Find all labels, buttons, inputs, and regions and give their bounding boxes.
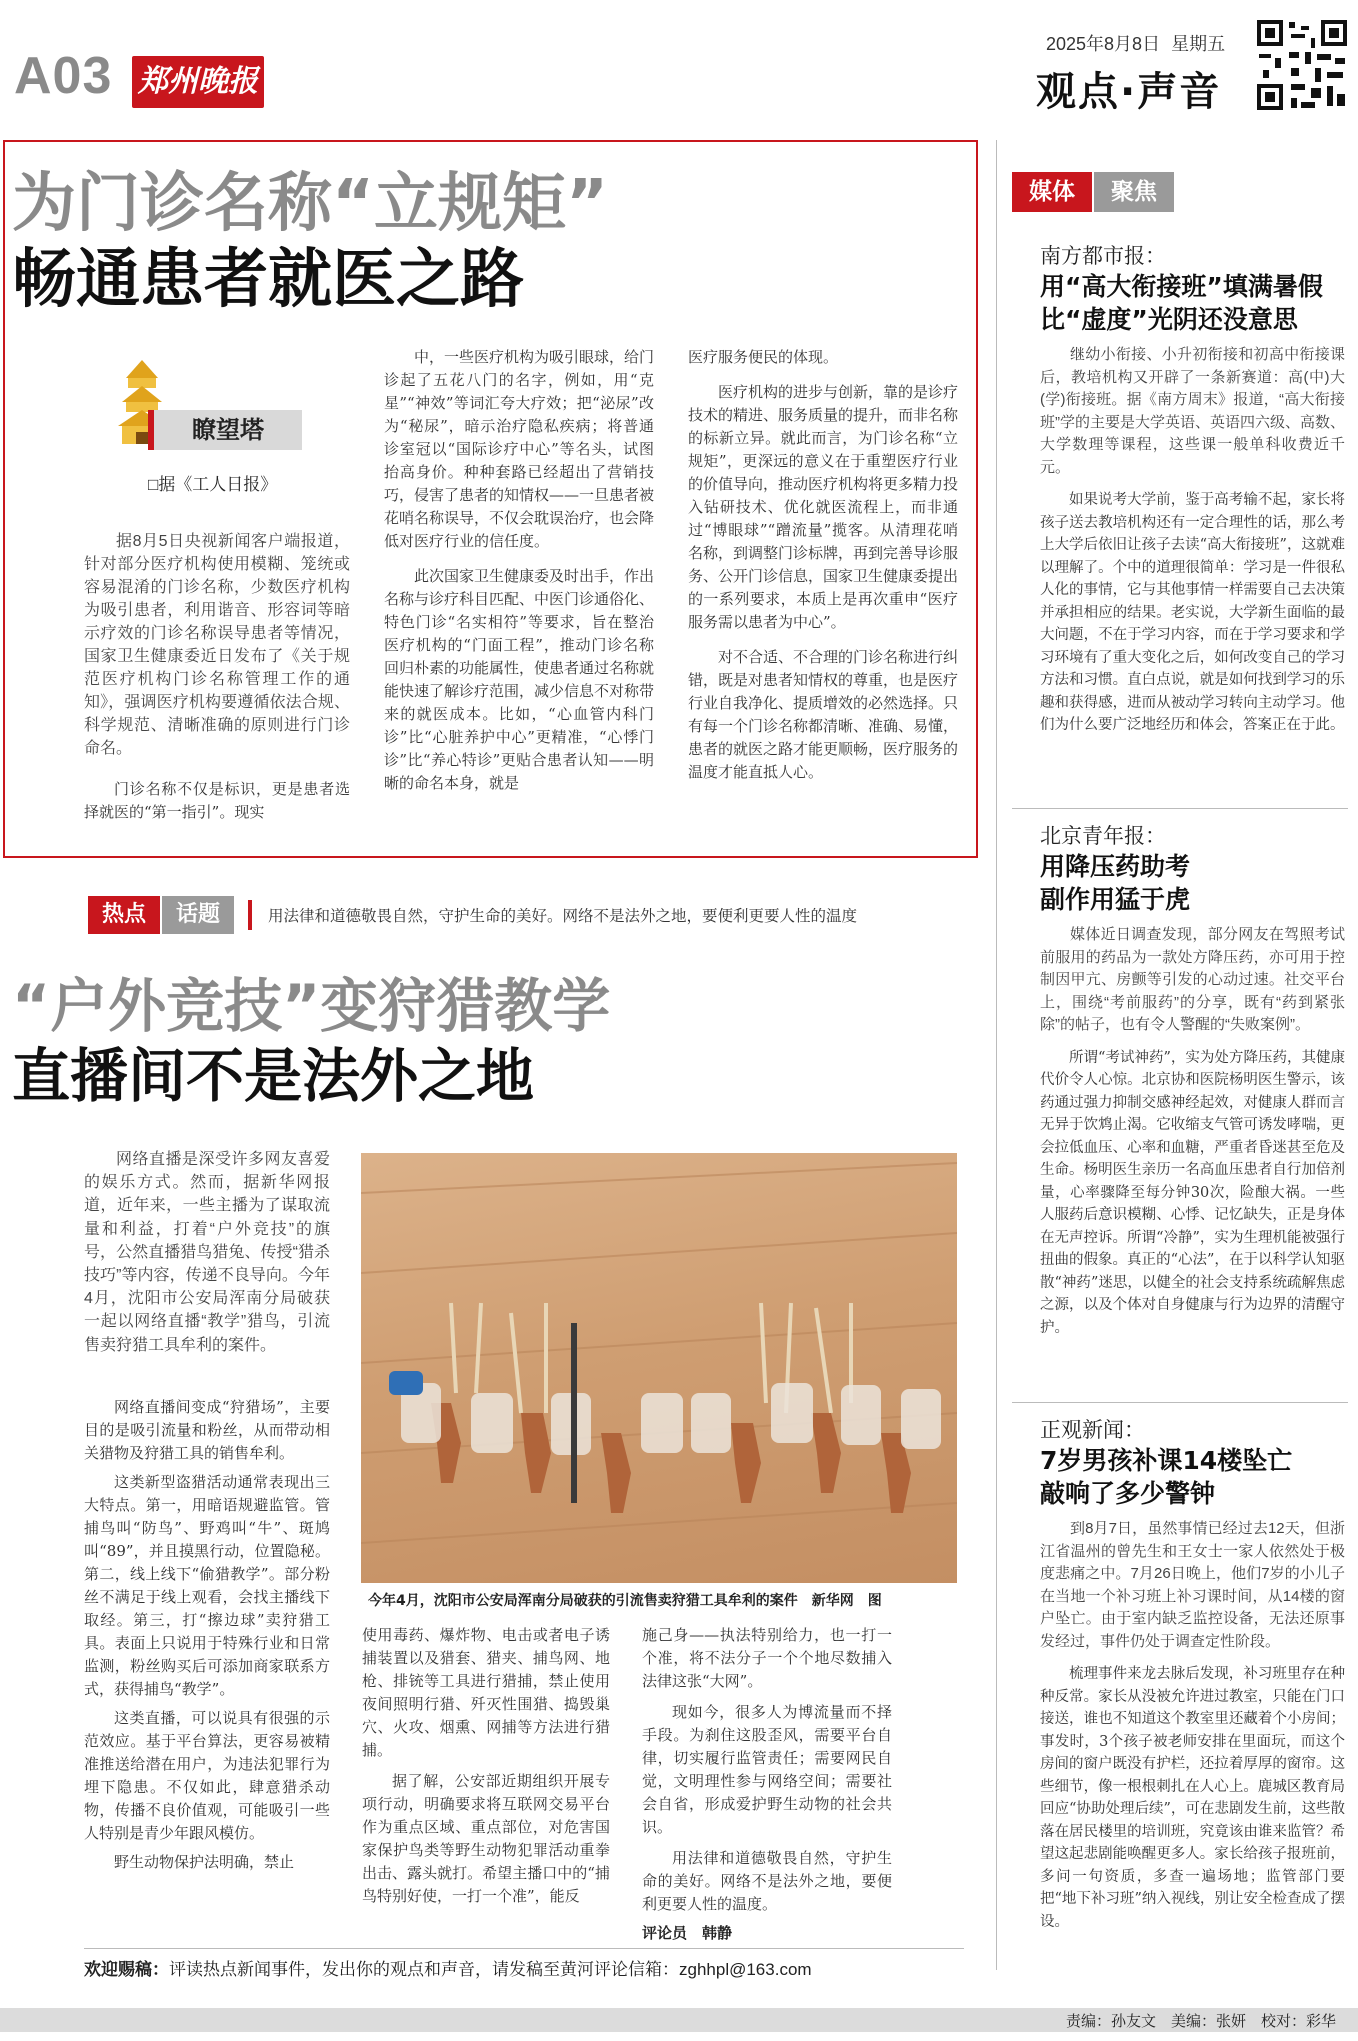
media-item-1 bbox=[1040, 240, 1345, 737]
media-outlet: 北京青年报： bbox=[1040, 825, 1166, 848]
welcome-text: 评读热点新闻事件，发出你的观点和声音，请发稿至黄河评论信箱：zghhpl@163.com bbox=[169, 1960, 812, 1979]
media-body-regular: 继幼小衔接、小升初衔接和初高中衔接课后，教培机构又开辟了一条新赛道：高(中)大(学)衔接班。据《南方周末》报道，“高大衔接班”学的主要是大学英语、英语四六级、高数、大学数理等课程，这些课一般单科收费近千元。 bbox=[1040, 346, 1345, 476]
article2-title-line1: “户外竞技”变狩猎教学 bbox=[12, 972, 611, 1040]
media-body-commentary: 所谓“考试神药”，实为处方降压药，其健康代价令人心惊。北京协和医院杨明医生警示，该药通过强力抑制交感神经起效，对健康人群而言无异于饮鸩止渴。它收缩支气管可诱发哮喘，更会拉低血压、心率和血糖，严重者昏迷甚至危及生命。杨明医生亲历一名高血压患者自行加倍剂量，心率骤降至每分钟30次，险酿大祸。一些人服药后意识模糊、心悸、记忆缺失，正是身体在无声控诉。所谓“冷静”，实为生理机能被强行扭曲的假象。真正的“心法”，在于以科学认知驱散“神药”迷思，以健全的社会支持系统疏解焦虑之源，以及个体对自身健康与行为边界的清醒守护。 bbox=[1040, 1049, 1345, 1336]
article2-left-column bbox=[84, 1396, 330, 1874]
media-body-regular: 到8月7日，虽然事情已经过去12天，但浙江省温州的曾先生和王女士一家人依然处于极度悲痛之中。7月26日晚上，他们7岁的小儿子在当地一个补习班上补习课时间，从14楼的窗户坠亡。由于室内缺乏监控设备，无法还原事发经过，事件仍处于调查定性阶段。 bbox=[1040, 1520, 1345, 1650]
column-badge bbox=[148, 410, 302, 450]
article2-title-line2: 直播间不是法外之地 bbox=[12, 1042, 535, 1110]
article2-mid-p1: 使用毒药、爆炸物、电击或者电子诱捕装置以及猎套、猎夹、捕鸟网、地枪、排铳等工具进行猎捕，禁止使用夜间照明行猎、歼灭性围猎、捣毁巢穴、火攻、烟熏、网捕等方法进行猎捕。 bbox=[362, 1626, 610, 1759]
article1-title-line1: 为门诊名称“立规矩” bbox=[12, 167, 609, 241]
media-item-2 bbox=[1040, 820, 1345, 1339]
paper-logo bbox=[132, 56, 264, 108]
footer-bar bbox=[0, 2008, 1358, 2032]
article2-right-p2: 现如今，很多人为博流量而不择手段。为刹住这股歪风，需要平台自律，切实履行监管责任；需要网民自觉，文明理性参与网络空间；需要社会自省，形成爱护野生动物的社会共识。 bbox=[642, 1703, 892, 1836]
media-title-line2: 敲响了多少警钟 bbox=[1040, 1479, 1216, 1508]
paper-logo-text: 郑州晚报 bbox=[138, 64, 258, 99]
media-item-3 bbox=[1040, 1414, 1345, 1933]
media-title-line1: 用降压药助考 bbox=[1040, 852, 1191, 881]
column-name: 瞭望塔 bbox=[192, 416, 264, 444]
article1-title-line2: 畅通患者就医之路 bbox=[12, 243, 524, 317]
banner-divider bbox=[248, 900, 252, 930]
article2-left-p2: 这类新型盗猎活动通常表现出三大特点。第一，用暗语规避监管。管捕鸟叫“防鸟”、野鸡叫“牛”、斑鸠叫“89”，并且摸黑行动，位置隐秘。第二，线上线下“偷猎教学”。部分粉丝不满足于线上观看，会找主播线下取经。第三，打“擦边球”卖狩猎工具。表面上只说用于特殊行业和日常监测，粉丝购买后可添加商家联系方式，获得捕鸟“教学”。 bbox=[84, 1473, 330, 1698]
media-outlet: 南方都市报： bbox=[1040, 245, 1166, 268]
media-title-line1: 用“高大衔接班”填满暑假 bbox=[1040, 272, 1323, 301]
issue-date bbox=[1046, 30, 1225, 56]
article1-column-3 bbox=[688, 346, 958, 784]
welcome-submissions-line bbox=[84, 1948, 964, 1983]
article2-mid-p2: 据了解，公安部近期组织开展专项行动，明确要求将互联网交易平台作为重点区域、重点部位，对危害国家保护鸟类等野生动物犯罪活动重拳出击、露头就打。希望主播口中的“捕鸟特别好使，一打一个准”，能反 bbox=[362, 1772, 610, 1905]
editor-credits: 责编：孙友文 美编：张妍 校对：彩华 bbox=[1065, 2013, 1336, 2030]
seized-hunting-tools-photo bbox=[361, 1153, 957, 1583]
weekday-text: 星期五 bbox=[1171, 34, 1226, 54]
media-separator-1 bbox=[1012, 808, 1348, 809]
article2-left-p1: 网络直播间变成“狩猎场”，主要目的是吸引流量和粉丝，从而带动相关猎物及狩猎工具的销售牟利。 bbox=[84, 1398, 330, 1462]
article1-source: □据《工人日报》 bbox=[148, 475, 278, 494]
media-body-commentary: 如果说考大学前，鉴于高考输不起，家长将孩子送去教培机构还有一定合理性的话，那么考上大学后依旧让孩子去读“高大衔接班”，这就难以理解了。个中的道理很简单：学习是一件很私人化的事情，它与其他事情一样需要自己去决策并承担相应的结果。老实说，大学新生面临的最大问题，不在于学习内容，而在于学习要求和学习环境有了重大变化之后，如何改变自己的学习方法和习惯。直白点说，就是如何找到学习的乐趣和获得感，进而从被动学习转向主动学习。他们为什么要广泛地经历和体会，答案正在于此。 bbox=[1040, 492, 1345, 733]
qr-code-icon bbox=[1255, 18, 1349, 112]
page-number: A03 bbox=[14, 47, 113, 105]
article1-column-1 bbox=[84, 530, 350, 824]
article2-left-p4: 野生动物保护法明确，禁止 bbox=[114, 1853, 295, 1871]
hot-tag: 热点 bbox=[88, 896, 160, 934]
article1-lead: 据8月5日央视新闻客户端报道，针对部分医疗机构使用模糊、笼统或容易混淆的门诊名称，少数医疗机构为吸引患者，利用谐音、形容词等暗示疗效的门诊名称误导患者等情况，国家卫生健康委近日发布了《关于规范医疗机构门诊名称管理工作的通知》，强调医疗机构要遵循依法合规、科学规范、清晰准确的原则进行门诊命名。 bbox=[84, 533, 350, 757]
section-title: 观点·声音 bbox=[1036, 69, 1222, 115]
media-title-line2: 副作用猛于虎 bbox=[1040, 885, 1191, 914]
media-body-commentary: 梳理事件来龙去脉后发现，补习班里存在种种反常。家长从没被允许进过教室，只能在门口接送，谁也不知道这个教室里还藏着个小房间；事发时，3个孩子被老师安排在里面玩，而这个房间的窗户既没有护栏，还拉着厚厚的窗帘。这些细节，像一根根刺扎在人心上。鹿城区教育局回应“协助处理后续”，可在悲剧发生前，这些散落在居民楼里的培训班，究竟该由谁来监管？希望这起悲剧能唤醒更多人。家长给孩子报班前，多问一句资质，多查一遍场地；监管部门要把“地下补习班”纳入视线，别让安全检查成了摆设。 bbox=[1040, 1666, 1345, 1930]
page-header bbox=[0, 0, 1358, 120]
topic-tag: 话题 bbox=[162, 896, 234, 934]
banner-text: 用法律和道德敬畏自然，守护生命的美好。网络不是法外之地，要便利更要人性的温度 bbox=[268, 908, 858, 925]
media-tag-gray: 聚焦 bbox=[1094, 172, 1174, 212]
article1-column-2 bbox=[384, 346, 654, 795]
article1-col3-p1: 医疗服务便民的体现。 bbox=[688, 348, 839, 366]
article2-right-column bbox=[642, 1624, 892, 1943]
article1-col3-p3: 对不合适、不合理的门诊名称进行纠错，既是对患者知情权的尊重，也是医疗行业自我净化、提质增效的必然选择。只有每一个门诊名称都清晰、准确、易懂，患者的就医之路才能更顺畅，医疗服务的温度才能直抵人心。 bbox=[688, 648, 959, 781]
media-sidebar-divider bbox=[996, 140, 997, 1970]
photo-caption: 今年4月，沈阳市公安局浑南分局破获的引流售卖狩猎工具牟利的案件 新华网 图 bbox=[368, 1593, 882, 1609]
article2-lead-column bbox=[84, 1148, 330, 1357]
hot-topic-banner bbox=[88, 896, 968, 934]
date-text: 2025年8月8日 bbox=[1046, 34, 1161, 54]
media-title-line2: 比“虚度”光阴还没意思 bbox=[1040, 305, 1298, 334]
media-title-line1: 7岁男孩补课14楼坠亡 bbox=[1040, 1446, 1293, 1475]
article1-p2-start: 门诊名称不仅是标识，更是患者选择就医的“第一指引”。现实 bbox=[84, 780, 350, 821]
commentator: 评论员 韩静 bbox=[642, 1924, 733, 1942]
article2-right-p3: 用法律和道德敬畏自然，守护生命的美好。网络不是法外之地，要便利更要人性的温度。 bbox=[642, 1849, 892, 1913]
article2-mid-column bbox=[362, 1624, 610, 1908]
media-focus-tag bbox=[1012, 172, 1182, 212]
article2-right-p1: 施己身——执法特别给力，也一打一个准，将不法分子一个个地尽数捕入法律这张“大网”。 bbox=[642, 1626, 892, 1690]
article1-col2-p1: 中，一些医疗机构为吸引眼球，给门诊起了五花八门的名字，例如，用“克星”“神效”等词汇夸大疗效；把“泌尿”改为“秘尿”，暗示治疗隐私疾病；将普通诊室冠以“国际诊疗中心”等名头，试图抬高身价。种种套路已经超出了营销技巧，侵害了患者的知情权——一旦患者被花哨名称误导，不仅会耽误治疗，也会降低对医疗行业的信任度。 bbox=[384, 348, 655, 550]
article1-col2-p2: 此次国家卫生健康委及时出手，作出名称与诊疗科目匹配、中医门诊通俗化、特色门诊“名实相符”等要求，旨在整治医疗机构的“门面工程”，推动门诊名称回归朴素的功能属性，使患者通过名称就能快速了解诊疗范围，减少信息不对称带来的就医成本。比如，“心血管内科门诊”比“心脏养护中心”更精准，“心悸门诊”比“养心特诊”更贴合患者认知——明晰的命名本身，就是 bbox=[384, 567, 655, 792]
article2-left-p3: 这类直播，可以说具有很强的示范效应。基于平台算法，更容易被精准推送给潜在用户，为违法犯罪行为埋下隐患。不仅如此，肆意猎杀动物，传播不良价值观，可能吸引一些人特别是青少年跟风模仿。 bbox=[84, 1709, 330, 1842]
media-outlet: 正观新闻： bbox=[1040, 1419, 1145, 1442]
media-body-regular: 媒体近日调查发现，部分网友在驾照考试前服用的药品为一款处方降压药，亦可用于控制因甲亢、房颤等引发的心动过速。社交平台上，围绕“考前服药”的分享，既有“药到紧张除”的帖子，也有令人警醒的“失败案例”。 bbox=[1040, 926, 1345, 1033]
article2-lead: 网络直播是深受许多网友喜爱的娱乐方式。然而，据新华网报道，近年来，一些主播为了谋取流量和利益，打着“户外竞技”的旗号，公然直播猎鸟猎兔、传授“猎杀技巧”等内容，传递不良导向。今年4月，沈阳市公安局浑南分局破获一起以网络直播“教学”猎鸟，引流售卖狩猎工具牟利的案件。 bbox=[84, 1151, 330, 1354]
article1-col3-p2: 医疗机构的进步与创新，靠的是诊疗技术的精进、服务质量的提升，而非名称的标新立异。就此而言，为门诊名称“立规矩”，更深远的意义在于重塑医疗行业的价值导向，推动医疗机构将更多精力投入钻研技术、优化就医流程上，而非通过“博眼球”“蹭流量”揽客。从清理花哨名称，到调整门诊标牌，再到完善导诊服务、公开门诊信息，国家卫生健康委提出的一系列要求，本质上是再次重申“医疗服务需以患者为中心”。 bbox=[688, 383, 959, 631]
welcome-label: 欢迎赐稿： bbox=[84, 1960, 169, 1980]
media-separator-2 bbox=[1012, 1402, 1348, 1403]
media-tag-red: 媒体 bbox=[1012, 172, 1092, 212]
